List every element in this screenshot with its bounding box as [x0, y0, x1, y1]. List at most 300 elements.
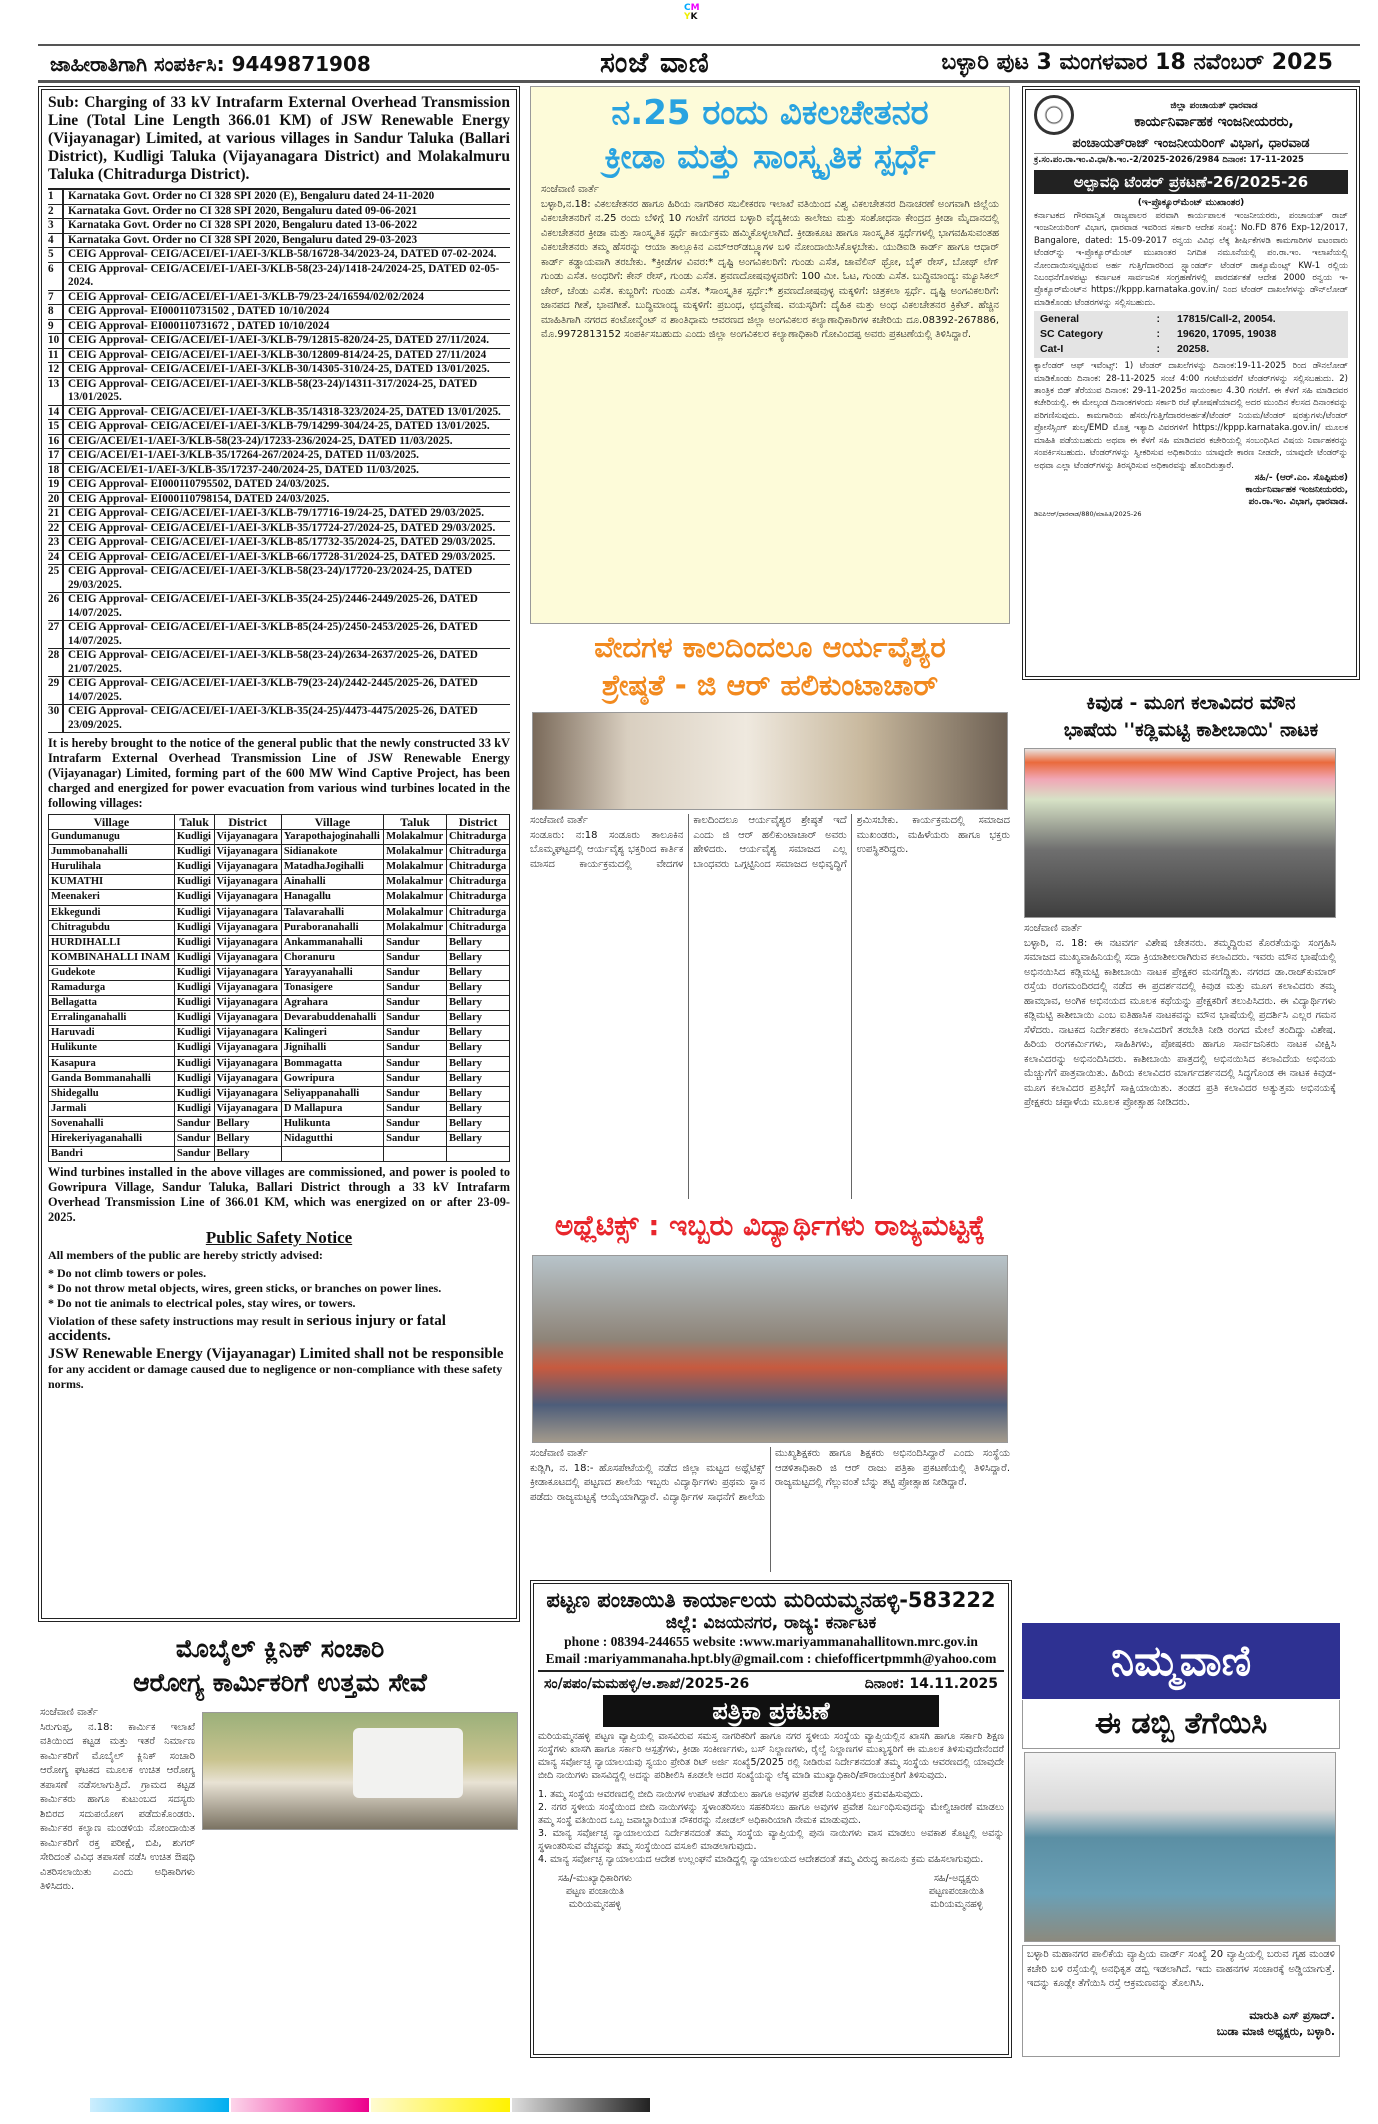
- reference-item: [48, 435, 510, 450]
- table-cell: Jignihalli: [281, 1041, 383, 1056]
- table-cell: Vijayanagara: [214, 950, 281, 965]
- column-header: District: [214, 815, 281, 830]
- reference-item: [48, 320, 510, 335]
- table-row: [49, 965, 510, 980]
- reference-item: [48, 349, 510, 364]
- table-row: [49, 1116, 510, 1131]
- table-cell: MatadhaJogihalli: [281, 860, 383, 875]
- reference-text: CEIG Approval- CEIG/ACEI/EI-1/AEI-3/KLB-58(23-24)/14311-317/2024-25, DATED 13/01/2025.: [68, 377, 478, 403]
- reference-number: 29: [48, 677, 64, 704]
- reference-number: 23: [48, 536, 64, 550]
- table-cell: Kalingeri: [281, 1026, 383, 1041]
- table-cell: Kudligi: [174, 981, 214, 996]
- reference-number: 2: [48, 205, 64, 219]
- reference-text: CEIG Approval- CEIG/ACEI/EI-1/AEI-3/KLB-35(24-25)/2446-2449/2025-26, DATED 14/07/2025.: [68, 593, 478, 619]
- table-cell: Kudligi: [174, 905, 214, 920]
- table-cell: Sandur: [384, 996, 447, 1011]
- table-cell: Sandur: [174, 1131, 214, 1146]
- table-cell: Sandur: [384, 1056, 447, 1071]
- table-cell: Kudligi: [174, 1011, 214, 1026]
- table-row: [49, 1086, 510, 1101]
- reference-item: [48, 507, 510, 522]
- safety-notice-title: Public Safety Notice: [205, 1228, 353, 1248]
- table-cell: Molakalmur: [384, 875, 447, 890]
- table-cell: Molakalmur: [384, 845, 447, 860]
- reference-item: [48, 234, 510, 249]
- table-cell: Kudligi: [174, 1086, 214, 1101]
- signature-line: ಸಹಿ/-ಅಧ್ಯಕ್ಷರು: [933, 1873, 979, 1884]
- reference-number: 7: [48, 291, 64, 305]
- office-name: ಪಟ್ಟಣ ಪಂಚಾಯಿತಿ ಕಾರ್ಯಾಲಯ ಮರಿಯಮ್ಮನಹಳ್ಳಿ-583222: [546, 1588, 996, 1612]
- table-cell: Kudligi: [174, 890, 214, 905]
- table-cell: Kudligi: [174, 950, 214, 965]
- notice-item: 2. ನಗರ ಸ್ಥಳೀಯ ಸಂಸ್ಥೆಯಿಂದ ಬೀದಿ ನಾಯಿಗಳನ್ನು ಸ್ಥಳಾಂತರಿಸಲು ಸಹಕರಿಸಲು ಹಾಗೂ ಅವುಗಳ ಪ್ರವೇಶ ನಿರ್ಬಂಧಿಸುವುದನ್ನು ಮೇಲ್ವಿಚಾರಣೆ ಮಾಡಲು ತಮ್ಮ ಸಂಸ್ಥೆ ವತಿಯಿಂದ ಒಬ್ಬ ಜವಾಬ್ದಾರಿಯುತ ನೌಕರರನ್ನು ನೋಡಲ್ ಅಧಿಕಾರಿಯಾಗಿ ನೇಮಕ ಮಾಡುವುದು.: [538, 1802, 1004, 1826]
- reference-item: [48, 493, 510, 508]
- table-row: [49, 1041, 510, 1056]
- athletics-headline: ಅಥ್ಲೆಟಿಕ್ಸ್ : ಇಬ್ಬರು ವಿದ್ಯಾರ್ಥಿಗಳು ರಾಜ್ಯಮಟ್ಟಕ್ಕೆ: [554, 1209, 986, 1242]
- reference-number: 26: [48, 593, 64, 620]
- table-row: [49, 920, 510, 935]
- table-row: [49, 1101, 510, 1116]
- reference-item: [48, 334, 510, 349]
- signature-president: [929, 1872, 984, 1911]
- table-cell: Sandur: [384, 1086, 447, 1101]
- reference-text: CEIG Approval- CEIG/ACEI/EI-1/AEI-3/KLB-79/12815-820/24-25, DATED 27/11/2024.: [68, 334, 490, 346]
- table-cell: Sandur: [384, 1116, 447, 1131]
- signature-line: ಮರಿಯಮ್ಮನಹಳ್ಳಿ: [930, 1899, 983, 1910]
- safety-list: [48, 1266, 510, 1311]
- table-cell: Sovenahalli: [49, 1116, 175, 1131]
- reference-text: CEIG/ACEI/E1-1/AEI-3/KLB-35/17264-267/2024-25, DATED 11/03/2025.: [68, 449, 419, 461]
- tender-calendar: ಕ್ಯಾಲೆಂಡರ್ ಆಫ್ ಇವೆಂಟ್ಸ್: 1) ಟೆಂಡರ್ ದಾಖಲೆಗಳನ್ನು ದಿನಾಂಕ:19-11-2025 ರಿಂದ ಡೌನಲೋಡ್ ಮಾಡಿಕೊಂಡು ದಿನಾಂಕ: 28-11-2025 ಸಂಜೆ 4:00 ಗಂಟೆಯವರೆಗೆ ಟೆಂಡರ್‌ಗಳನ್ನು ಸಲ್ಲಿಸಬಹುದು. 2) ತಾಂತ್ರಿಕ ಬಿಡ್ ತೆರೆಯುವ ದಿನಾಂಕ: 29-11-2025ರ ಸಾಯಂಕಾಲ 4.30 ಗಂಟೆಗೆ. ಈ ಕೆಳಗೆ ಸಹಿ ಮಾಡಿದವರ ಕಚೇರಿಯಲ್ಲಿ. ಈ ಮೇಲ್ಕಂಡ ದಿನಾಂಕಗಳಂದು ಸರ್ಕಾರಿ ರಜೆ ಘೋಷಣೆಯಾದಲ್ಲಿ ಅದರ ಮುಂದಿನ ಕೆಲಸದ ದಿನಾಂಕವನ್ನು ಪರಿಗಣಿಸುವುದು. ಕಾಮಗಾರಿಯ ಹೆಸರು/ಗುತ್ತಿಗೆದಾರರಅರ್ಹತೆ/ಟೆಂಡರ್ ನಿಯಮ/ಟೆಂಡರ್ ಷರತ್ತುಗಳು/ಟೆಂಡರ್ ಪ್ರೋಸೆಸ್ಸಿಂಗ್ ಶುಲ್ಕ/EMD ಮೊತ್ತ ಇತ್ಯಾದಿ ವಿವರಗಳಿಗೆ https://kppp.karnataka.gov.in/ ಮೂಲಕ ಮಾಹಿತಿ ಪಡೆಯಬಹುದು ಅಥವಾ ಈ ಕೆಳಗೆ ಸಹಿ ಮಾಡಿದವರ ಕಚೇರಿಯಲ್ಲಿ ಸಂಬಂಧಿಸಿದ ವಿಷಯ ನಿರ್ವಾಹಕರನ್ನು ಸಂಪರ್ಕಿಸಬಹುದು. ಟೆಂಡರ್‌ಗಳನ್ನು ಸ್ವೀಕರಿಸುವ ಅಧಿಕಾರಿಯು ಯಾವುದೇ ಕಾರಣ ನೀಡದೇ, ಯಾವುದೇ ಟೆಂಡರ್‌ನ್ನು ಅಥವಾ ಎಲ್ಲಾ ಟೆಂಡರ್‌ಗಳನ್ನು ತಿರಸ್ಕರಿಸುವ ಅಧಿಕಾರವನ್ನು ಹೊಂದಿರುತ್ತಾರೆ.: [1034, 361, 1348, 471]
- safety-item: * Do not tie animals to electrical poles, stay wires, or towers.: [48, 1296, 356, 1311]
- table-cell: [447, 1147, 510, 1162]
- table-cell: Sandur: [384, 1101, 447, 1116]
- reference-number: 11: [48, 349, 64, 363]
- reference-number: 21: [48, 507, 64, 521]
- reference-text: CEIG Approval- CEIG/ACEI/EI-1/AE1-3/KLB-79/23-24/16594/02/02/2024: [68, 290, 424, 303]
- byline: ಸಂಜೆವಾಣಿ ವಾರ್ತೆ: [541, 184, 599, 195]
- reference-item: [48, 263, 510, 291]
- table-cell: Ekkegundi: [49, 905, 175, 920]
- category-cell: :: [1156, 343, 1160, 356]
- reference-text: CEIG Approval- EI000110795502, DATED 24/03/2025.: [68, 478, 330, 490]
- reference-item: [48, 621, 510, 649]
- table-cell: Sandur: [384, 950, 447, 965]
- table-cell: Hanagallu: [281, 890, 383, 905]
- table-cell: Kasapura: [49, 1056, 175, 1071]
- reference-text: CEIG Approval- CEIG/ACEI/EI-1/AEI-3/KLB-66/17728-31/2024-25, DATED 29/03/2025.: [68, 550, 496, 563]
- category-cell: SC Category: [1040, 328, 1104, 341]
- reference-item: [48, 219, 510, 234]
- table-cell: Bellary: [447, 965, 510, 980]
- headline-line-2: ಕ್ರೀಡಾ ಮತ್ತು ಸಾಂಸ್ಕೃತಿಕ ಸ್ಪರ್ಧೆ: [604, 137, 936, 177]
- org-line-2: ಕಾರ್ಯನಿರ್ವಾಹಕ ಇಂಜನೀಯರರು,: [1134, 113, 1294, 130]
- table-cell: Sidianakote: [281, 845, 383, 860]
- reference-text: CEIG Approval- CEIG/ACEI/EI-1/AEI-3/KLB-58(23-24)/17720-23/2024-25, DATED 29/03/2025.: [68, 565, 473, 591]
- table-cell: Nidagutthi: [281, 1131, 383, 1146]
- table-cell: Bellary: [447, 1071, 510, 1086]
- reference-item: [48, 565, 510, 593]
- table-cell: Bellagatta: [49, 996, 175, 1011]
- mobile-clinic-photo: [202, 1712, 518, 1830]
- signature-line: ಸಹಿ/- (ಆರ್.ಎಂ. ಸೊಪ್ಪಿಮಠ): [1254, 472, 1348, 483]
- table-cell: Kudligi: [174, 1026, 214, 1041]
- arya-vaishya-headline: ವೇದಗಳ ಕಾಲದಿಂದಲೂ ಆರ್ಯವೈಶ್ಯರ ಶ್ರೇಷ್ಠತೆ - ಜಿ ಆರ್ ಹಲಿಕುಂಟಾಚಾರ್: [594, 630, 946, 702]
- reference-text: CEIG Approval- CEIG/ACEI/EI-1/AEI-3/KLB-85(24-25)/2450-2453/2025-26, DATED 14/07/2025.: [68, 621, 478, 647]
- category-cell: 19620, 17095, 19038: [1177, 328, 1277, 341]
- table-cell: Bellary: [214, 1131, 281, 1146]
- table-cell: Kudligi: [174, 920, 214, 935]
- table-cell: Bellary: [447, 1041, 510, 1056]
- notice-intro: It is hereby brought to the notice of the general public that the newly constructed 33 kV Intrafarm External Overhead Transmission Line of JSW Renewable Energy (Vijayanagar) Limited, forming part of the 600 MW Wind Captive Project, has been charged and energized for power evacuation from various wind turbines located in the following villages:: [48, 736, 510, 810]
- table-cell: Kudligi: [174, 860, 214, 875]
- reference-text: CEIG Approval- CEIG/ACEI/EI-1/AEI-3/KLB-30/14305-310/24-25, DATED 13/01/2025.: [68, 363, 490, 375]
- table-cell: Devarabuddenahalli: [281, 1011, 383, 1026]
- reference-item: [48, 705, 510, 733]
- reference-item: [48, 363, 510, 378]
- table-row: [49, 860, 510, 875]
- table-cell: Vijayanagara: [214, 996, 281, 1011]
- signature-line: ಸಹಿ/-ಮುಖ್ಯಾಧಿಕಾರಿಗಳು: [558, 1873, 632, 1884]
- table-cell: Bellary: [447, 1056, 510, 1071]
- table-cell: Vijayanagara: [214, 1086, 281, 1101]
- reference-number: 8: [48, 305, 64, 319]
- table-cell: Bellary: [214, 1147, 281, 1162]
- table-cell: Hirekeriyaganahalli: [49, 1131, 175, 1146]
- table-cell: Sandur: [384, 1011, 447, 1026]
- reference-text: CEIG Approval- EI000110731672 , DATED 10/10/2024: [68, 319, 330, 332]
- signature-line: ಪಟ್ಟಣಪಂಚಾಯಿತಿ: [928, 1886, 984, 1897]
- article-body: ಬಳ್ಳಾರಿ,ನ.18: ವಿಕಲಚೇತನರ ಹಾಗೂ ಹಿರಿಯ ನಾಗರಿಕರ ಸಬಲೀಕರಣ ಇಲಾಖೆ ವತಿಯಿಂದ ವಿಶ್ವ ವಿಕಲಚೇತನರ ದಿನಾಚರಣೆ ಅಂಗವಾಗಿ ಜಿಲ್ಲೆಯ ವಿಕಲಚೇತನರಿಗೆ ನ.25 ರಂದು ಬೆಳಿಗ್ಗೆ 10 ಗಂಟೆಗೆ ನಗರದ ಬಳ್ಳಾರಿ ವೈದ್ಯಕೀಯ ಕಾಲೇಜು ಮತ್ತು ಸಂಶೋಧನಾ ಕೇಂದ್ರದ ಕ್ರೀಡಾ ಮೈದಾನದಲ್ಲಿ ವಿಕಲಚೇತನರ ಕ್ರೀಡಾ ಮತ್ತು ಸಾಂಸ್ಕೃತಿಕ ಸ್ಪರ್ಧೆ ಕಾರ್ಯಕ್ರಮ ಹಮ್ಮಿಕೊಳ್ಳಲಾಗಿದೆ. ಕ್ರೀಡಾಕೂಟ ಹಾಗೂ ಸಾಂಸ್ಕೃತಿಕ ಸ್ಪರ್ಧೆಗಳಲ್ಲಿ ಭಾಗವಹಿಸುವಂತಹ ವಿಕಲಚೇತನರು ತಮ್ಮ ಹೆಸರನ್ನು ಆಯಾ ತಾಲ್ಲೂಕಿನ ಎಮ್‌ಆರ್‌ಡಬ್ಲ್ಯೂಗಳ ಬಳಿ ನೋಂದಾಯಿಸಿಕೊಳ್ಳಬೇಕು. ಯುಡಿಐಡಿ ಕಾರ್ಡ್ ಹಾಗೂ ಆಧಾರ್ ಕಾರ್ಡ್ ಕಡ್ಡಾಯವಾಗಿ ತರಬೇಕು. *ಕ್ರೀಡೆಗಳ ವಿವರ:* ದೃಷ್ಟಿ ಅಂಗವಿಕಲರಿಗೆ: ಗುಂಡು ಎಸೆತ, ಜಾವೆಲಿನ್ ಥ್ರೋ, ಬೈಕ್ ರೇಸ್, ಬೋಥ್ ಲೆಗ್ ಗುಂಡು ಎಸೆತ. ಅಂಧರಿಗೆ: ಕೇನ್ ರೇಸ್, ಗುಂಡು ಎಸೆತ. ಶ್ರವಣದೋಷವುಳ್ಳವರಿಗೆ: 100 ಮೀ. ಓಟ, ಗುಂಡು ಎಸೆತ. ಬುದ್ಧಿಮಾಂದ್ಯ: ಮ್ಯೂಸಿಕಲ್ ಚೇರ್, ಚೆಂಡು ಎಸೆತ. ಕುಬ್ಜರಿಗೆ: ಗುಂಡು ಎಸೆತ. *ಸಾಂಸ್ಕೃತಿಕ ಸ್ಪರ್ಧೆ:* ಶ್ರವಣದೋಷವುಳ್ಳ ಮಕ್ಕಳಿಗೆ: ಚಿತ್ರಕಲಾ ಸ್ಪರ್ಧೆ. ದೃಷ್ಟಿ ಅಂಗವಿಕಲರಿಗೆ: ಜಾನಪದ ಗೀತೆ, ಭಾವಗೀತೆ. ಬುದ್ಧಿಮಾಂದ್ಯ ಮಕ್ಕಳಿಗೆ: ಪ್ರಬಂಧ, ಛದ್ಮವೇಷ. ವಯಸ್ಕರಿಗೆ: ದೈಹಿಕ ಮತ್ತು ಅಂಧ ವಿಕಲಚೇತನರ ಕ್ರಿಕೆಟ್. ಹೆಚ್ಚಿನ ಮಾಹಿತಿಗಾಗಿ ನಗರದ ಕಂಟೋನ್ಮೆಂಟ್ ನ ಶಾಂತಿಧಾಮ ಆವರಣದ ಜಿಲ್ಲಾ ಅಂಗವಿಕಲರ ಕಲ್ಯಾಣಾಧಿಕಾರಿಗಳ ಕಚೇರಿಯ ದೂ.08392-267886, ಮೊ.9972813152 ಸಂಪರ್ಕಿಸಬಹುದು ಎಂದು ಜಿಲ್ಲಾ ಅಂಗವಿಕಲರ ಕಲ್ಯಾಣಾಧಿಕಾರಿ ಗೋವಿಂದಪ್ಪ ಅವರು ಪ್ರಕಟಣೆಯಲ್ಲಿ ತಿಳಿಸಿದ್ದಾರೆ.: [541, 198, 999, 340]
- table-row: [49, 1147, 510, 1162]
- ad-contact: ಜಾಹೀರಾತಿಗಾಗಿ ಸಂಪರ್ಕಿಸಿ: 9449871908: [50, 52, 371, 76]
- table-cell: [281, 1147, 383, 1162]
- reference-number: 30: [48, 705, 64, 732]
- cmyk-registration-mark: CM YK: [684, 3, 700, 22]
- table-cell: Vijayanagara: [214, 890, 281, 905]
- violation-text: Violation of these safety instructions may result in: [48, 1314, 307, 1329]
- district-state: ಜಿಲ್ಲೆ: ವಿಜಯನಗರ, ರಾಜ್ಯ: ಕರ್ನಾಟಕ: [665, 1613, 877, 1633]
- table-row: [49, 996, 510, 1011]
- notice-item: 3. ಮಾನ್ಯ ಸರ್ವೋಚ್ಛ ನ್ಯಾಯಾಲಯದ ನಿರ್ದೇಶನದಂತೆ ತಮ್ಮ ಸಂಸ್ಥೆಯ ವ್ಯಾಪ್ತಿಯಲ್ಲಿ ಪುನಃ ನಾಯಿಗಳು ವಾಸ ಮಾಡಲು ಅವಕಾಶ ಕೊಟ್ಟಲ್ಲಿ ಅವನ್ನು ಸ್ಥಳಾಂತರಿಸುವ ವೆಚ್ಚವನ್ನು ತಮ್ಮ ಸಂಸ್ಥೆಯಿಂದ ವಸೂಲಿ ಮಾಡಲಾಗುವುದು.: [538, 1828, 1004, 1852]
- org-line-3: ಪಂಚಾಯತ್‌ರಾಜ್ ಇಂಜನೀಯರಿಂಗ್ ವಿಭಾಗ, ಧಾರವಾಡ: [1034, 135, 1348, 154]
- table-cell: Jarmali: [49, 1101, 175, 1116]
- table-row: [49, 1056, 510, 1071]
- category-cell: :: [1156, 328, 1160, 341]
- table-cell: Bommagatta: [281, 1056, 383, 1071]
- reference-text: CEIG Approval- CEIG/ACEI/EI-1/AEI-3/KLB-58/16728-34/2023-24, DATED 07-02-2024.: [68, 248, 497, 260]
- reference-number: 16: [48, 435, 64, 449]
- nimmavani-banner: ನಿಮ್ಮವಾಣಿ: [1022, 1623, 1340, 1699]
- table-cell: Haruvadi: [49, 1026, 175, 1041]
- reference-number: 18: [48, 464, 64, 478]
- signature-line: ಪಂ.ರಾ.ಇಂ. ವಿಭಾಗ, ಧಾರವಾಡ.: [1248, 496, 1348, 507]
- table-cell: Hulikunte: [49, 1041, 175, 1056]
- reference-number: 4: [48, 234, 64, 248]
- reference-list: [48, 190, 510, 733]
- reference-number: ಸಂ/ಪಪಂ/ಮಮಹಳ್ಳಿ/ಆ.ಶಾಖೆ/2025-26: [544, 1676, 750, 1692]
- signature-line: ಪಟ್ಟಣ ಪಂಚಾಯಿತಿ: [565, 1886, 625, 1897]
- reference-item: [48, 449, 510, 464]
- table-cell: Gundumanugu: [49, 830, 175, 845]
- category-cell: General: [1040, 313, 1080, 326]
- table-cell: Vijayanagara: [214, 1071, 281, 1086]
- reference-item: [48, 378, 510, 406]
- reference-text: CEIG Approval- CEIG/ACEI/EI-1/AEI-3/KLB-35/14318-323/2024-25, DATED 13/01/2025.: [68, 405, 501, 418]
- table-cell: Chitradurga: [447, 920, 510, 935]
- dipr-code: ಡಿಐಪಿಆರ್/ಧಾರವಾಡ/880/ಮಾಹಿತಿ/2025-26: [1034, 509, 1142, 518]
- signature-line: ಕಾರ್ಯನಿರ್ವಾಹಕ ಇಂಜನೀಯರರು,: [1245, 484, 1348, 495]
- table-cell: Molakalmur: [384, 860, 447, 875]
- table-cell: Kudligi: [174, 845, 214, 860]
- safety-intro: All members of the public are hereby strictly advised:: [48, 1248, 323, 1263]
- table-cell: Kudligi: [174, 1056, 214, 1071]
- table-cell: Kudligi: [174, 1041, 214, 1056]
- tender-signature: [1034, 472, 1348, 508]
- reference-text: CEIG/ACEI/E1-1/AEI-3/KLB-35/17237-240/2024-25, DATED 11/03/2025.: [68, 463, 419, 476]
- masthead-rule-bottom: [38, 80, 1360, 83]
- column-header: Taluk: [174, 815, 214, 830]
- table-cell: Kudligi: [174, 875, 214, 890]
- table-cell: Vijayanagara: [214, 965, 281, 980]
- table-cell: Bellary: [447, 1101, 510, 1116]
- reference-text: CEIG Approval- CEIG/ACEI/EI-1/AEI-3/KLB-85/17732-35/2024-25, DATED 29/03/2025.: [68, 536, 496, 548]
- table-cell: Vijayanagara: [214, 860, 281, 875]
- table-cell: Yarapothajoginahalli: [281, 830, 383, 845]
- reference-text: Karnataka Govt. Order no CI 328 SPI 2020, Bengaluru dated 09-06-2021: [68, 204, 418, 217]
- table-row: [49, 950, 510, 965]
- table-row: [49, 1026, 510, 1041]
- table-cell: Chitradurga: [447, 905, 510, 920]
- safety-item: * Do not climb towers or poles.: [48, 1266, 207, 1281]
- table-cell: Kudligi: [174, 1071, 214, 1086]
- reference-number: 14: [48, 406, 64, 420]
- table-cell: Choranuru: [281, 950, 383, 965]
- tender-categories: [1034, 311, 1348, 358]
- table-row: [49, 1011, 510, 1026]
- reference-item: [48, 205, 510, 220]
- athletics-photo: [532, 1255, 1008, 1443]
- reference-item: [48, 536, 510, 551]
- safety-item: * Do not throw metal objects, wires, green sticks, or branches on power lines.: [48, 1281, 442, 1296]
- reference-text: Karnataka Govt. Order no CI 328 SPI 2020, Bengaluru dated 13-06-2022: [68, 219, 418, 231]
- reference-number: 27: [48, 621, 64, 648]
- tender-body: ಕರ್ನಾಟಕದ ಗೌರವಾನ್ವಿತ ರಾಜ್ಯಪಾಲರ ಪರವಾಗಿ ಕಾರ್ಯಪಾಲಕ ಇಂಜನೀಯರರು, ಪಂಚಾಯತ್ ರಾಜ್ ಇಂಜನೀಯರಿಂಗ್ ವಿಭಾಗ, ಧಾರವಾಡ ಇವರಿಂದ ಸರ್ಕಾರಿ ಆದೇಶ ಸಂಖ್ಯೆ: No.FD 876 Exp-12/2017, Bangalore, dated: 15-09-2017 ರನ್ವಯ ವಿವಿಧ ಲೆಕ್ಕ ಶೀರ್ಷಿಕೆಗಳಡಿ ಕಾಮಗಾರಿಗಳ ಐಟಂವಾರು ಟೆಂಡರ್‌ನ್ನು ಇ-ಪ್ರೊಕ್ಯೂರ್‌ಮೆಂಟ್ ಮುಖಾಂತರ ನಿಗದಿತ ನಮೂನೆಯಲ್ಲಿ ಪಂ.ರಾ.ಇಂ. ಇಲಾಖೆಯಲ್ಲಿ ನೋಂದಾಯಿಸಲ್ಪಟ್ಟಿರುವ ಅರ್ಹ ಗುತ್ತಿಗೆದಾರರಿಂದ ಸ್ಟ್ಯಾಂಡರ್ಡ್ ಟೆಂಡರ್ ಡಾಕ್ಯೂಮೆಂಟ್ಸ್ KW-1 ರಲ್ಲಿಯ ನಿಬಂಧನೆಗೊಳಪಟ್ಟು ಕರ್ನಾಟಕ ಸಾರ್ವಜನಿಕ ಸಂಗ್ರಹಣೆಗಳಲ್ಲಿ ಪಾರದರ್ಶಕತೆ ಆದೇಶ 2000 ರನ್ವಯ ಇ-ಪ್ರೊಕ್ಯೂರ್‌ಮೆಂಟ್‌ನ https://kppp.karnataka.gov.in/ ನಿಂದ ಟೆಂಡರ್ ದಾಖಲೆಗಳನ್ನು ಡೌನ್‌ಲೋಡ್ ಮಾಡಿಕೊಂಡು ಟೆಂಡರಗಳನ್ನು ಸಲ್ಲಿಸಬಹುದು.: [1034, 211, 1348, 308]
- table-cell: Bellary: [447, 1131, 510, 1146]
- disabled-sports-article: [530, 86, 1010, 624]
- letter-author-title: ಬುಡಾ ಮಾಜಿ ಅಧ್ಯಕ್ಷರು, ಬಳ್ಳಾರಿ.: [1216, 2025, 1335, 2038]
- table-cell: HURDIHALLI: [49, 935, 175, 950]
- table-row: [49, 1131, 510, 1146]
- table-cell: Vijayanagara: [214, 1041, 281, 1056]
- notice-body: ಮರಿಯಮ್ಮನಹಳ್ಳಿ ಪಟ್ಟಣ ವ್ಯಾಪ್ತಿಯಲ್ಲಿ ವಾಸವಿರುವ ಸಮಸ್ತ ನಾಗರಿಕರಿಗೆ ಹಾಗೂ ನಗರ ಸ್ಥಳೀಯ ಸಂಸ್ಥೆಯ ವ್ಯಾಪ್ತಿಯಲ್ಲಿನ ಖಾಸಗಿ ಹಾಗೂ ಸರ್ಕಾರಿ ಶಿಕ್ಷಣ ಸಂಸ್ಥೆಗಳು ಖಾಸಗಿ ಹಾಗೂ ಸರ್ಕಾರಿ ಆಸ್ಪತ್ರೆಗಳು, ಕ್ರೀಡಾ ಸಂಕೀರ್ಣಗಳು, ಬಸ್ ನಿಲ್ದಾಣಗಳು, ರೈಲ್ವೆ ನಿಲ್ದಾಣಗಳ ಮುಖ್ಯಸ್ಥರಿಗೆ ಈ ಮೂಲಕ ತಿಳಿಸುವುದೇನೆಂದರೆ ಮಾನ್ಯ ಸರ್ವೋಚ್ಛ ನ್ಯಾಯಾಲಯವು ಸ್ವಯಂ ಪ್ರೇರಿತ ರಿಟ್ ಅರ್ಜಿ ಸಂಖ್ಯೆ5/2025 ರಲ್ಲಿ ನೀಡಿರುವ ನಿರ್ದೇಶನದಂತೆ ತಮ್ಮ ಸಂಸ್ಥೆಯ ಆವರಣದಲ್ಲಿ ಯಾವುದೇ ಬೀದಿ ನಾಯಿಗಳು ವಾಸವಿದ್ದಲ್ಲಿ ಅದನ್ನು ಪರಿಶೀಲಿಸಿ ಕೂಡಲೇ ಅದರ ಸಂಖ್ಯೆಯನ್ನು ಲೆಕ್ಕ ಮಾಡಿ ಮುಖ್ಯಾಧಿಕಾರಿ/ಪೌರಾಯುಕ್ತರಿಗೆ ತಿಳಿಸುವುದು.: [538, 1731, 1004, 1781]
- reference-number: 19: [48, 478, 64, 492]
- reference-text: CEIG Approval- CEIG/ACEI/EI-1/AEI-3/KLB-58(23-24)/1418-24/2024-25, DATED 02-05-2024.: [68, 262, 500, 288]
- table-cell: Bellary: [447, 996, 510, 1011]
- table-cell: Vijayanagara: [214, 905, 281, 920]
- pooled-statement: Wind turbines installed in the above villages are commissioned, and power is pooled to Gowripura Village, Sandur Taluka, Ballari District through a 33 kV Intrafarm Overhead Transmission Line of 366.01 KM, which was energized on or after 23-09-2025.: [48, 1165, 510, 1225]
- table-cell: Tonasigere: [281, 981, 383, 996]
- table-cell: Shidegallu: [49, 1086, 175, 1101]
- table-cell: Vijayanagara: [214, 1026, 281, 1041]
- category-row: [1036, 313, 1346, 326]
- notice-items: [538, 1788, 1004, 1866]
- headline-line-1: ನ.25 ರಂದು ವಿಕಲಚೇತನರ: [611, 93, 929, 133]
- table-cell: Sandur: [384, 1026, 447, 1041]
- jsw-public-notice: [38, 86, 520, 1622]
- table-cell: [384, 1147, 447, 1162]
- athletics-article: ಸಂಜೆವಾಣಿ ವಾರ್ತೆ ಕುಡ್ಲಿಗಿ, ನ. 18:- ಹೊಸಪೇಟೆಯಲ್ಲಿ ನಡೆದ ಜಿಲ್ಲಾ ಮಟ್ಟದ ಅಥ್ಲೆಟಿಕ್ಸ್ ಕ್ರೀಡಾಕೂಟದಲ್ಲಿ ಪಟ್ಟಣದ ಶಾಲೆಯ ಇಬ್ಬರು ವಿದ್ಯಾರ್ಥಿಗಳು ಪ್ರಥಮ ಸ್ಥಾನ ಪಡೆದು ರಾಜ್ಯಮಟ್ಟಕ್ಕೆ ಆಯ್ಕೆಯಾಗಿದ್ದಾರೆ. ವಿದ್ಯಾರ್ಥಿಗಳ ಸಾಧನೆಗೆ ಶಾಲೆಯ ಮುಖ್ಯಶಿಕ್ಷಕರು ಹಾಗೂ ಶಿಕ್ಷಕರು ಅಭಿನಂದಿಸಿದ್ದಾರೆ ಎಂದು ಸಂಸ್ಥೆಯ ಆಡಳಿತಾಧಿಕಾರಿ ಜಿ ಆರ್ ರಾಜು ಪತ್ರಿಕಾ ಪ್ರಕಟಣೆಯಲ್ಲಿ ತಿಳಿಸಿದ್ದಾರೆ. ರಾಜ್ಯಮಟ್ಟದಲ್ಲಿ ಗೆಲ್ಲುವಂತೆ ಬೆನ್ನು ತಟ್ಟಿ ಪ್ರೋತ್ಸಾಹ ನೀಡಿದ್ದಾರೆ.: [530, 1448, 1010, 1503]
- table-row: [49, 845, 510, 860]
- mobile-clinic-article: ಸಂಜೆವಾಣಿ ವಾರ್ತೆ ಸಿರುಗುಪ್ಪ, ನ.18: ಕಾರ್ಮಿಕ ಇಲಾಖೆ ವತಿಯಿಂದ ಕಟ್ಟಡ ಮತ್ತು ಇತರೆ ನಿರ್ಮಾಣ ಕಾರ್ಮಿಕರಿಗೆ ಮೊಬೈಲ್ ಕ್ಲಿನಿಕ್ ಸಂಚಾರಿ ಆರೋಗ್ಯ ಘಟಕದ ಮೂಲಕ ಉಚಿತ ಆರೋಗ್ಯ ತಪಾಸಣೆ ನಡೆಸಲಾಗುತ್ತಿದೆ. ಗ್ರಾಮದ ಕಟ್ಟಡ ಕಾರ್ಮಿಕರು ಹಾಗೂ ಕುಟುಂಬದ ಸದಸ್ಯರು ಶಿಬಿರದ ಸದುಪಯೋಗ ಪಡೆದುಕೊಂಡರು. ಕಾರ್ಮಿಕರ ಕಲ್ಯಾಣ ಮಂಡಳಿಯ ನೋಂದಾಯಿತ ಕಾರ್ಮಿಕರಿಗೆ ರಕ್ತ ಪರೀಕ್ಷೆ, ಬಿಪಿ, ಶುಗರ್ ಸೇರಿದಂತೆ ವಿವಿಧ ತಪಾಸಣೆ ನಡೆಸಿ ಉಚಿತ ಔಷಧಿ ವಿತರಿಸಲಾಯಿತು ಎಂದು ಅಧಿಕಾರಿಗಳು ತಿಳಿಸಿದರು.: [40, 1707, 195, 1892]
- reference-text: CEIG Approval- CEIG/ACEI/EI-1/AEI-3/KLB-35(24-25)/4473-4475/2025-26, DATED 23/09/2025.: [68, 705, 478, 731]
- table-cell: Vijayanagara: [214, 1056, 281, 1071]
- table-cell: Kudligi: [174, 830, 214, 845]
- table-row: [49, 905, 510, 920]
- table-cell: Sandur: [384, 1071, 447, 1086]
- table-cell: Bellary: [214, 1116, 281, 1131]
- reference-text: CEIG/ACEI/E1-1/AEI-3/KLB-58(23-24)/17233-236/2024-25, DATED 11/03/2025.: [68, 434, 453, 447]
- table-cell: Bellary: [447, 935, 510, 950]
- category-cell: :: [1156, 313, 1160, 326]
- table-cell: Chitradurga: [447, 860, 510, 875]
- reference-item: [48, 593, 510, 621]
- reference-number: 24: [48, 551, 64, 565]
- reference-text: CEIG Approval- CEIG/ACEI/EI-1/AEI-3/KLB-79/14299-304/24-25, DATED 13/01/2025.: [68, 420, 490, 432]
- table-row: [49, 830, 510, 845]
- signature-line: ಮರಿಯಮ್ಮನಹಳ್ಳಿ: [568, 1899, 622, 1910]
- reference-text: Karnataka Govt. Order no CI 328 SPI 2020 (E), Bengaluru dated 24-11-2020: [68, 190, 435, 202]
- table-cell: Bellary: [447, 981, 510, 996]
- table-cell: Gowripura: [281, 1071, 383, 1086]
- nimmavani-headline: ಈ ಡಬ್ಬಿ ತೆಗೆಯಿಸಿ: [1022, 1700, 1340, 1749]
- table-cell: Bellary: [447, 1026, 510, 1041]
- reference-number: 9: [48, 320, 64, 334]
- reference-text: CEIG Approval- CEIG/ACEI/EI-1/AEI-3/KLB-79(23-24)/2442-2445/2025-26, DATED 14/07/2025.: [68, 677, 478, 703]
- reference-item: [48, 464, 510, 479]
- reference-number: 20: [48, 493, 64, 507]
- arya-vaishya-article: ಸಂಜೆವಾಣಿ ವಾರ್ತೆ ಸಂಡೂರು: ನ:18 ಸಂಡೂರು ತಾಲೂಕಿನ ಬೊಮ್ಮಘಟ್ಟದಲ್ಲಿ ಆರ್ಯವೈಶ್ಯ ಭಕ್ತರಿಂದ ಕಾರ್ತಿಕ ಮಾಸದ ಕಾರ್ಯಕ್ರಮದಲ್ಲಿ ವೇದಗಳ ಕಾಲದಿಂದಲೂ ಆರ್ಯವೈಶ್ಯರ ಶ್ರೇಷ್ಠತೆ ಇದೆ ಎಂದು ಜಿ ಆರ್ ಹಲಿಕುಂಟಾಚಾರ್ ಅವರು ಹೇಳಿದರು. ಆರ್ಯವೈಶ್ಯ ಸಮಾಜದ ಎಲ್ಲ ಬಾಂಧವರು ಒಗ್ಗಟ್ಟಿನಿಂದ ಸಮಾಜದ ಅಭಿವೃದ್ಧಿಗೆ ಶ್ರಮಿಸಬೇಕು. ಕಾರ್ಯಕ್ರಮದಲ್ಲಿ ಸಮಾಜದ ಮುಖಂಡರು, ಮಹಿಳೆಯರು ಹಾಗೂ ಭಕ್ತರು ಉಪಸ್ಥಿತರಿದ್ದರು.: [530, 815, 1010, 870]
- nimmavani-letter: ಬಳ್ಳಾರಿ ಮಹಾನಗರ ಪಾಲಿಕೆಯ ವ್ಯಾಪ್ತಿಯ ವಾರ್ಡ್ ಸಂಖ್ಯೆ 20 ವ್ಯಾಪ್ತಿಯಲ್ಲಿ ಬರುವ ಗೃಹ ಮಂಡಳಿ ಕಚೇರಿ ಬಳಿ ರಸ್ತೆಯಲ್ಲಿ ಅನಧಿಕೃತ ಡಬ್ಬಿ ಇಡಲಾಗಿದೆ. ಇದು ವಾಹನಗಳ ಸಂಚಾರಕ್ಕೆ ಅಡ್ಡಿಯಾಗುತ್ತೆ. ಇದನ್ನು ಕೂಡ್ಲೇ ತೆಗೆಯಿಸಿ ರಸ್ತೆ ಆಕ್ರಮಣವನ್ನು ತೊಲಗಿಸಿ. ಮಾರುತಿ ಎಸ್ ಪ್ರಸಾದ್. ಬುಡಾ ಮಾಜಿ ಅಧ್ಯಕ್ಷರು, ಬಳ್ಳಾರಿ.: [1022, 1945, 1340, 2057]
- reference-text: CEIG Approval- EI000110798154, DATED 24/03/2025.: [68, 492, 330, 505]
- signature-chief-officer: [558, 1872, 632, 1911]
- notice-subject: Sub: Charging of 33 kV Intrafarm External Overhead Transmission Line (Total Line Length 366.01 KM) of JSW Renewable Energy (Vijayanagar) Limited, at various villages in Sandur Taluka (Ballari District), Kudligi Taluka (Vijayanagara District) and Molakalmuru Taluka (Chitradurga District).: [48, 94, 510, 190]
- category-cell: 17815/Call-2, 20054.: [1177, 313, 1276, 326]
- reference-number: 17: [48, 449, 64, 463]
- table-cell: Puraboranahalli: [281, 920, 383, 935]
- tender-subtitle: (ಇ-ಪ್ರೊಕ್ಯೂರ್‌ಮೆಂಟ್ ಮುಖಾಂತರ): [1137, 198, 1245, 208]
- table-cell: Ainahalli: [281, 875, 383, 890]
- table-cell: Hurulihala: [49, 860, 175, 875]
- notice-date: ದಿನಾಂಕ: 14.11.2025: [864, 1676, 998, 1692]
- table-cell: Sandur: [174, 1116, 214, 1131]
- table-cell: Molakalmur: [384, 830, 447, 845]
- table-cell: Meenakeri: [49, 890, 175, 905]
- reference-item: [48, 551, 510, 566]
- dateline: ಬಳ್ಳಾರಿ ಪುಟ 3 ಮಂಗಳವಾರ 18 ನವೆಂಬರ್ 2025: [941, 50, 1333, 75]
- reference-number: 12: [48, 363, 64, 377]
- reference-item: [48, 420, 510, 435]
- notice-item: 4. ಮಾನ್ಯ ಸರ್ವೋಚ್ಛ ನ್ಯಾಯಾಲಯದ ಆದೇಶ ಉಲ್ಲಂಘನೆ ಮಾಡಿದ್ದಲ್ಲಿ ನ್ಯಾಯಾಲಯದ ಆದೇಶದಂತೆ ತಮ್ಮ ವಿರುದ್ಧ ಕಾನೂನು ಕ್ರಮ ವಹಿಸಲಾಗುವುದು.: [538, 1854, 984, 1865]
- category-row: [1036, 328, 1346, 341]
- reference-number: 25: [48, 565, 64, 592]
- table-cell: Molakalmur: [384, 920, 447, 935]
- table-cell: Bellary: [447, 1011, 510, 1026]
- newspaper-logo: ಸಂಜೆ ವಾಣಿ: [600, 46, 710, 79]
- category-row: [1036, 343, 1346, 356]
- table-cell: Sandur: [384, 1041, 447, 1056]
- press-release-title: ಪತ್ರಿಕಾ ಪ್ರಕಟಣೆ: [603, 1695, 939, 1727]
- table-cell: D Mallapura: [281, 1101, 383, 1116]
- column-header: Village: [281, 815, 383, 830]
- table-cell: Kudligi: [174, 996, 214, 1011]
- table-cell: Ganda Bommanahalli: [49, 1071, 175, 1086]
- table-cell: Chitradurga: [447, 890, 510, 905]
- reference-item: [48, 248, 510, 263]
- reference-number: 6: [48, 263, 64, 290]
- table-cell: Hulikunta: [281, 1116, 383, 1131]
- column-header: Taluk: [384, 815, 447, 830]
- mobile-clinic-headline: ಮೊಬೈಲ್ ಕ್ಲಿನಿಕ್ ಸಂಚಾರಿ ಆರೋಗ್ಯ ಕಾರ್ಮಿಕರಿಗೆ ಉತ್ತಮ ಸೇವೆ: [133, 1634, 427, 1697]
- reference-text: CEIG Approval- CEIG/ACEI/EI-1/AEI-3/KLB-35/17724-27/2024-25, DATED 29/03/2025.: [68, 521, 496, 534]
- table-cell: Bellary: [447, 1116, 510, 1131]
- table-cell: Vijayanagara: [214, 830, 281, 845]
- table-cell: Talavarahalli: [281, 905, 383, 920]
- table-cell: Bellary: [447, 950, 510, 965]
- reference-number: 13: [48, 378, 64, 405]
- reference-text: CEIG Approval- CEIG/ACEI/EI-1/AEI-3/KLB-30/12809-814/24-25, DATED 27/11/2024: [68, 348, 487, 361]
- table-cell: Kudligi: [174, 1101, 214, 1116]
- table-cell: Molakalmur: [384, 890, 447, 905]
- reference-item: [48, 478, 510, 493]
- reference-item: [48, 190, 510, 205]
- disclaimer-emphasis: JSW Renewable Energy (Vijayanagar) Limited shall not be responsible: [48, 1346, 504, 1363]
- table-cell: Ramadurga: [49, 981, 175, 996]
- table-cell: Gudekote: [49, 965, 175, 980]
- table-cell: Chitradurga: [447, 875, 510, 890]
- reference-item: [48, 406, 510, 421]
- table-cell: KUMATHI: [49, 875, 175, 890]
- reference-text: CEIG Approval- CEIG/ACEI/EI-1/AEI-3/KLB-79/17716-19/24-25, DATED 29/03/2025.: [68, 507, 485, 519]
- table-cell: Sandur: [384, 935, 447, 950]
- village-table: [48, 814, 510, 1162]
- drama-photo: [1024, 748, 1336, 918]
- table-cell: Sandur: [174, 1147, 214, 1162]
- disclaimer-text: for any accident or damage caused due to negligence or non-compliance with these safety norms.: [48, 1362, 503, 1392]
- reference-number: 1: [48, 190, 64, 204]
- drama-headline: ಕಿವುಡ - ಮೂಗ ಕಲಾವಿದರ ಮೌನ ಭಾಷೆಯ ''ಕಡ್ಲಿಮಟ್ಟಿ ಕಾಶೀಬಾಯಿ' ನಾಟಕ: [1063, 692, 1319, 741]
- phone-website: phone : 08394-244655 website :www.mariyammanahallitown.mrc.gov.in: [564, 1634, 978, 1649]
- reference-number: 3: [48, 219, 64, 233]
- category-cell: Cat-I: [1040, 343, 1064, 356]
- table-cell: Jummobanahalli: [49, 845, 175, 860]
- violation-emphasis: serious injury or fatal accidents.: [48, 1313, 446, 1345]
- table-row: [49, 981, 510, 996]
- tender-reference: ಕ್ರ.ಸಂ.ಪಂ.ರಾ.ಇಂ.ವಿ.ಧಾ/ಶಿ.ಇಂ.-2/2025-2026/2984 ದಿನಾಂಕ: 17-11-2025: [1034, 155, 1304, 165]
- reference-item: [48, 677, 510, 705]
- table-cell: Vijayanagara: [214, 1101, 281, 1116]
- table-cell: Seliyappanahalli: [281, 1086, 383, 1101]
- reference-text: CEIG Approval- EI000110731502 , DATED 10/10/2024: [68, 305, 330, 317]
- table-cell: Chitradurga: [447, 830, 510, 845]
- table-cell: Chitragubdu: [49, 920, 175, 935]
- table-cell: Yarayyanahalli: [281, 965, 383, 980]
- table-row: [49, 875, 510, 890]
- table-cell: Sandur: [384, 981, 447, 996]
- karnataka-emblem-icon: [1034, 95, 1074, 135]
- table-cell: Ankammanahalli: [281, 935, 383, 950]
